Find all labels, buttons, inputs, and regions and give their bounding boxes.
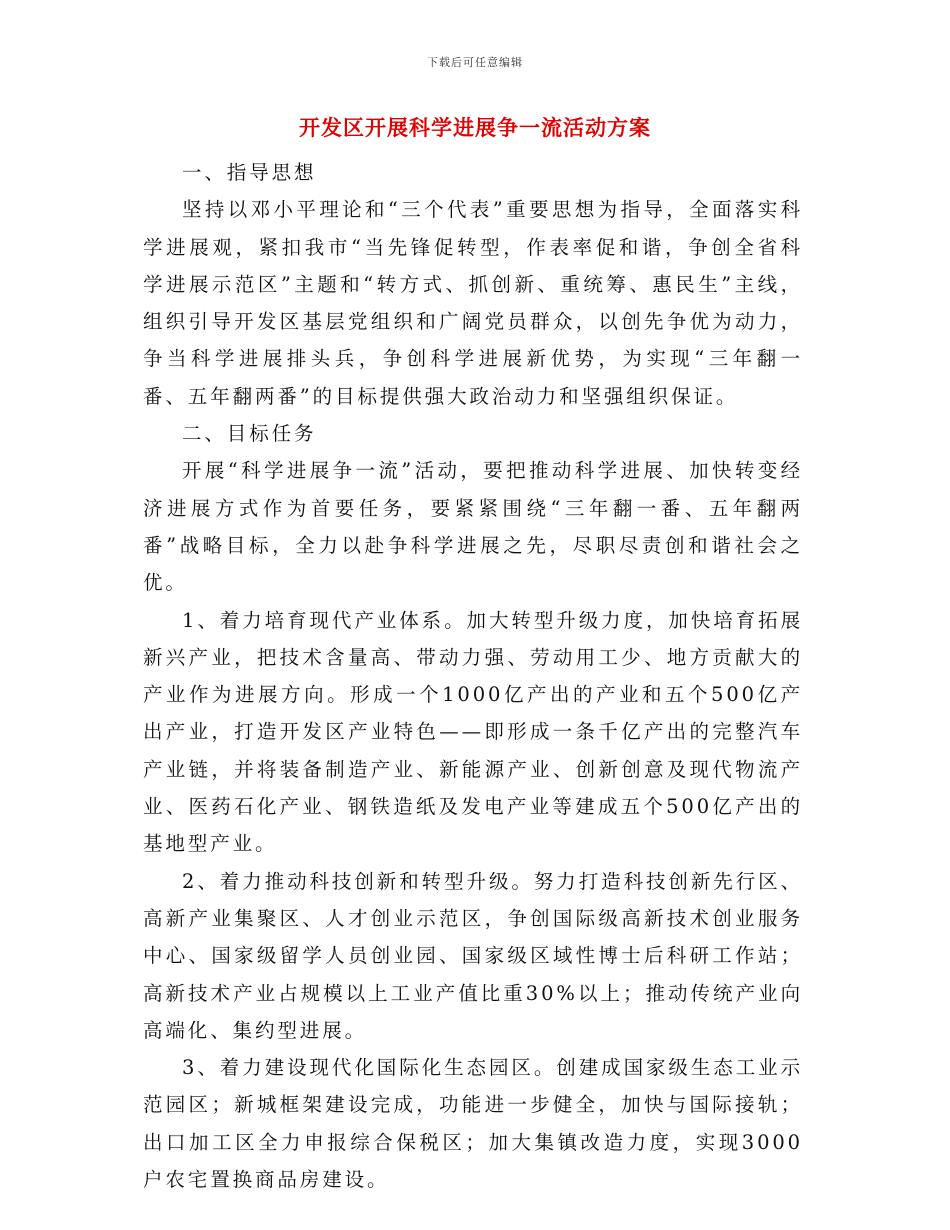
paragraph: 坚持以邓小平理论和“三个代表”重要思想为指导，全面落实科学进展观，紧扣我市“当先锋促转型，作表率促和谐，争创全省科学进展示范区”主题和“转方式、抓创新、重统筹、惠民生”主线，组织引导开发区基层党组织和广阔党员群众，以创先争优为动力，争当科学进展排头兵，争创科学进展新优势，为实现“三年翻一番、五年翻两番”的目标提供强大政治动力和坚强组织保证。 bbox=[143, 198, 803, 408]
section-heading: 二、目标任务 bbox=[182, 422, 317, 446]
page-header-note: 下载后可任意编辑 bbox=[427, 56, 523, 69]
document-title: 开发区开展科学进展争一流活动方案 bbox=[299, 115, 651, 140]
paragraph: 3、着力建设现代化国际化生态园区。创建成国家级生态工业示范园区；新城框架建设完成，功能进一步健全，加快与国际接轨；出口加工区全力申报综合保税区；加大集镇改造力度，实现3000户农宅置换商品房建设。 bbox=[143, 1056, 803, 1192]
section-guiding-ideology bbox=[143, 154, 803, 415]
document-body bbox=[143, 154, 803, 1198]
paragraph: 1、着力培育现代产业体系。加大转型升级力度，加快培育拓展新兴产业，把技术含量高、带动力强、劳动用工少、地方贡献大的产业作为进展方向。形成一个1000亿产出的产业和五个500亿产出产业，打造开发区产业特色——即形成一条千亿产出的完整汽车产业链，并将装备制造产业、新能源产业、创新创意及现代物流产业、医药石化产业、钢铁造纸及发电产业等建成五个500亿产出的基地型产业。 bbox=[143, 608, 803, 856]
paragraph: 开展“科学进展争一流”活动，要把推动科学进展、加快转变经济进展方式作为首要任务，要紧紧围绕“三年翻一番、五年翻两番”战略目标，全力以赴争科学进展之先，尽职尽责创和谐社会之优。 bbox=[143, 459, 803, 595]
section-goals-tasks bbox=[143, 415, 803, 1198]
paragraph: 2、着力推动科技创新和转型升级。努力打造科技创新先行区、高新产业集聚区、人才创业示范区，争创国际级高新技术创业服务中心、国家级留学人员创业园、国家级区域性博士后科研工作站；高新技术产业占规模以上工业产值比重30%以上；推动传统产业向高端化、集约型进展。 bbox=[143, 869, 803, 1042]
section-heading: 一、指导思想 bbox=[182, 161, 317, 184]
